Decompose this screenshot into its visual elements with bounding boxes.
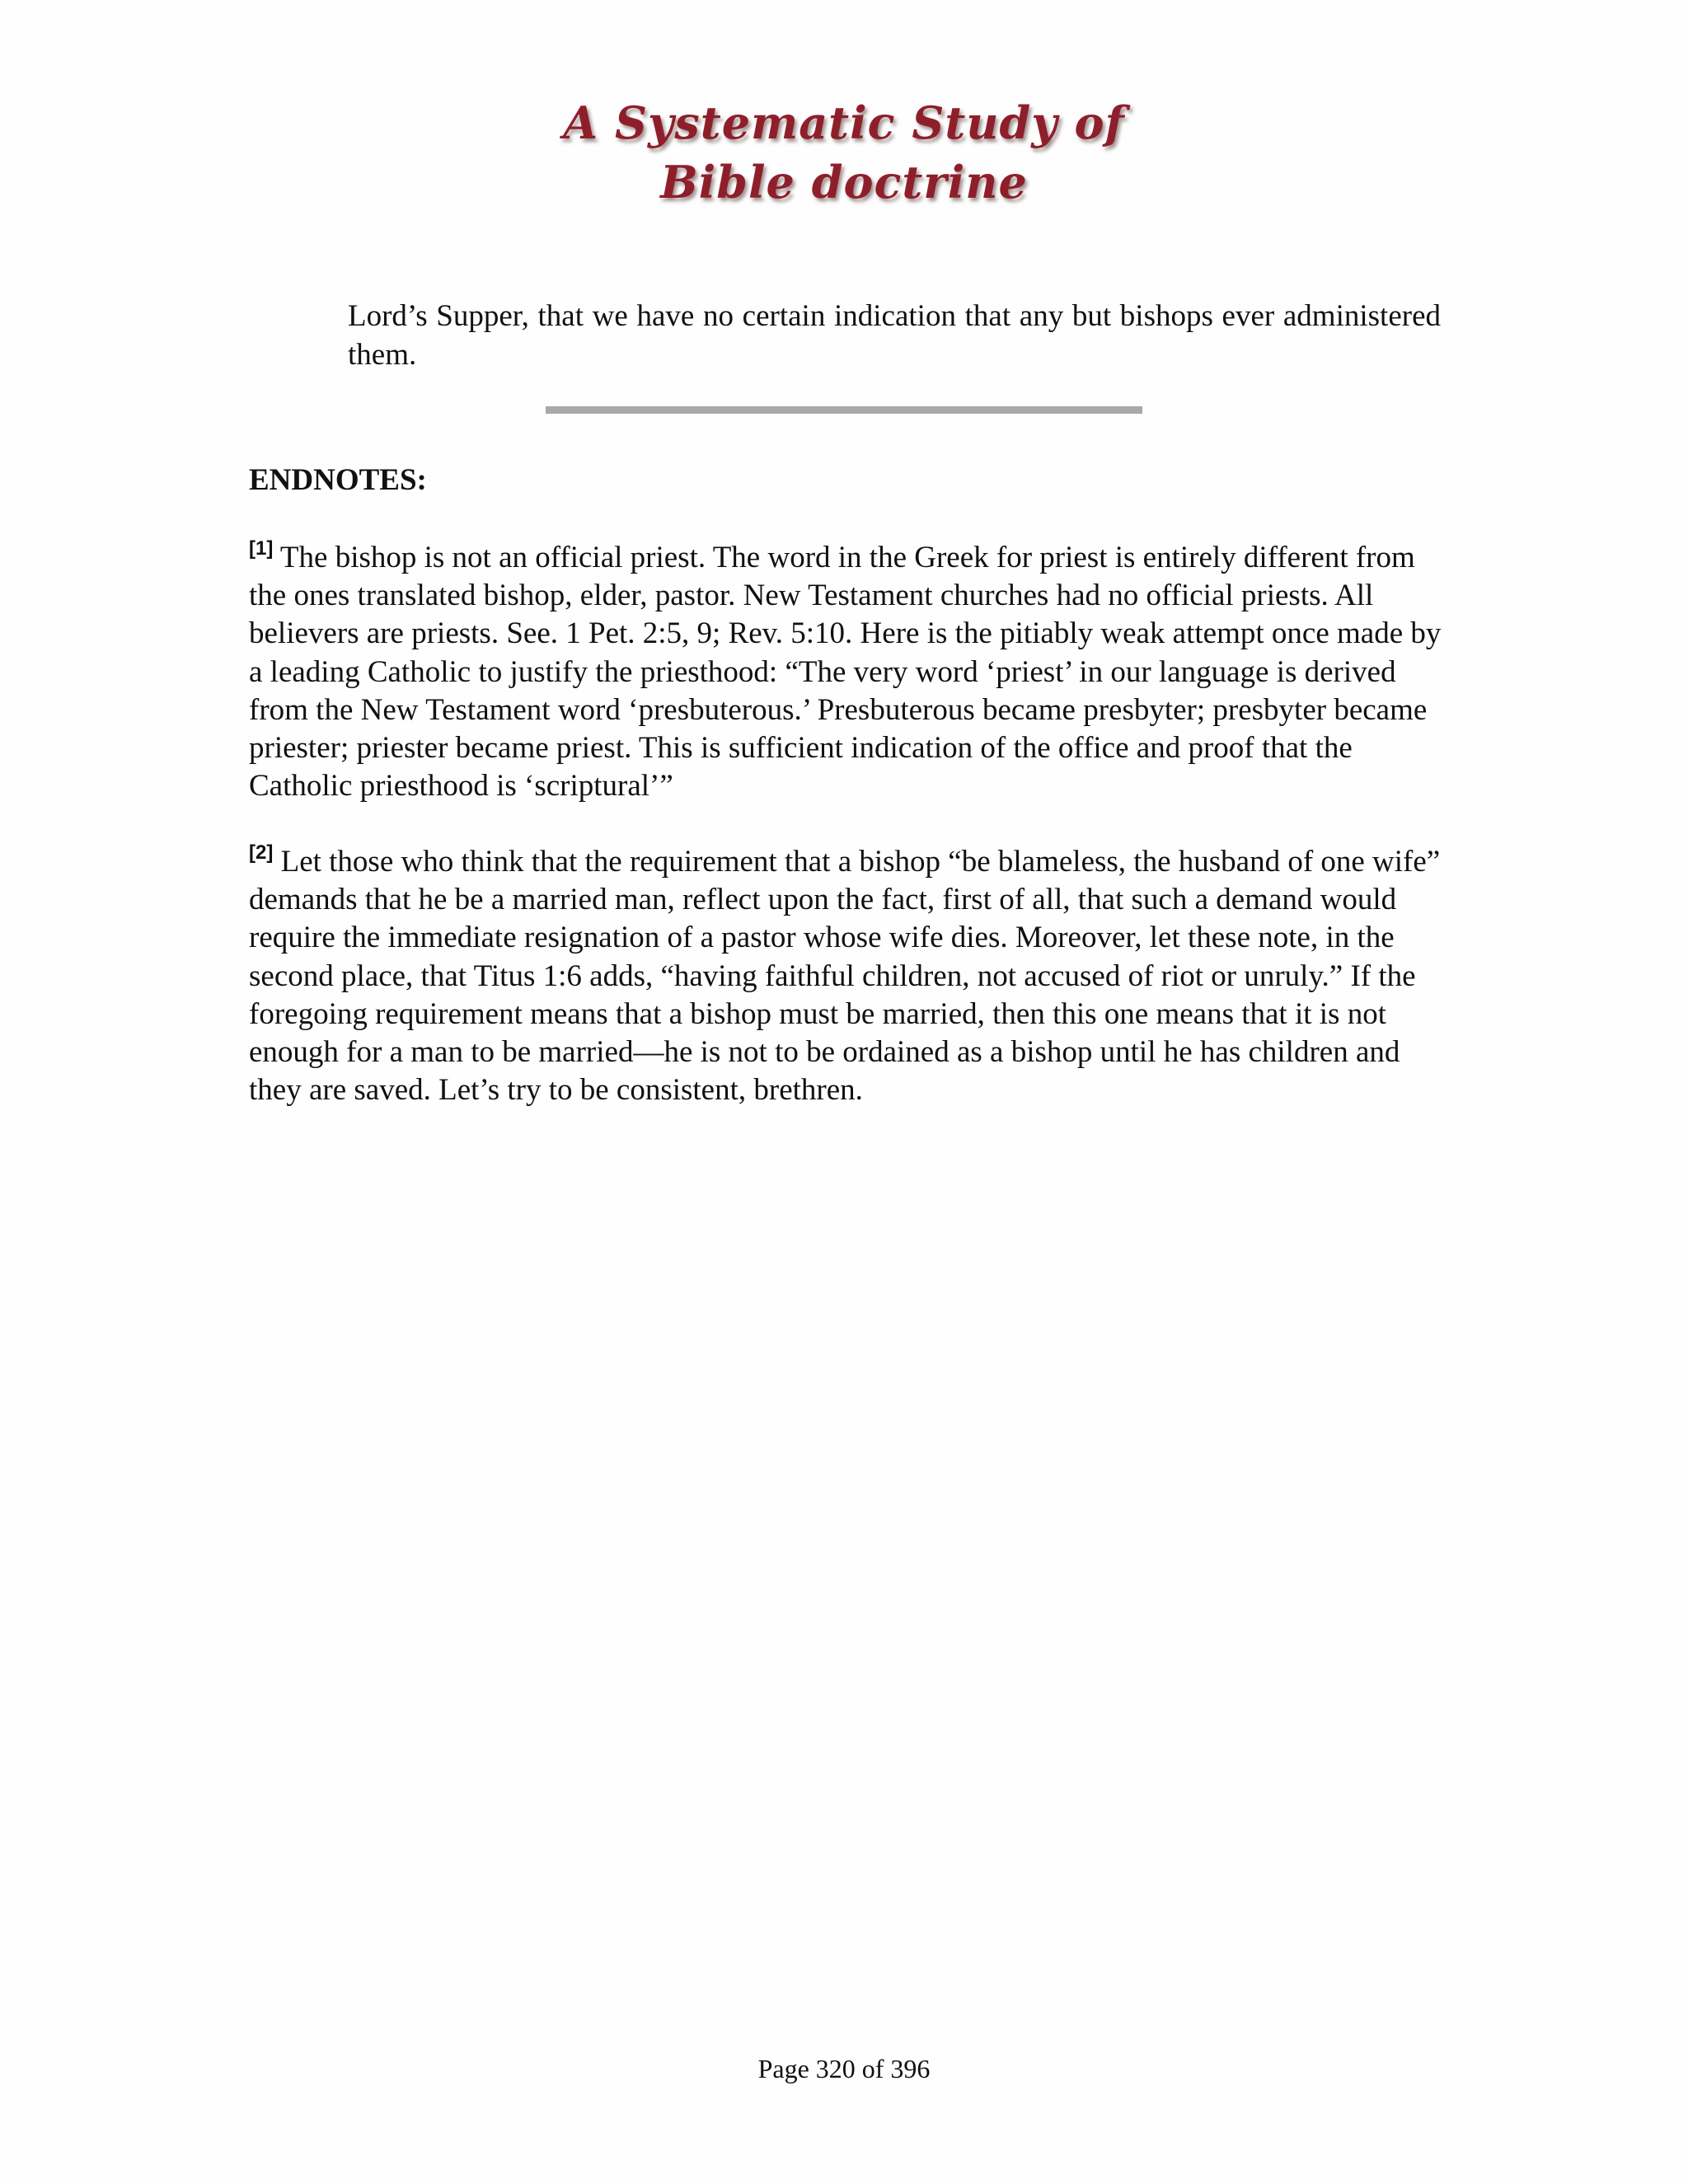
continuation-paragraph: Lord’s Supper, that we have no certain indication that any but bishops ever administered them. [348, 299, 1441, 372]
endnote-text: The bishop is not an official priest. The word in the Greek for priest is entirely different from the ones translated bishop, elder, pastor. New Testament churches had no official priests. All believers are priests. See. 1 Pet. 2:5, 9; Rev. 5:10. Here is the pitiably weak attempt once made by a leading Catholic to justify the priesthood: “The very word ‘priest’ in our language is derived from the New Testament word ‘presbuterous.’ Presbuterous became presbyter; presbyter became priester; priester became priest. This is sufficient indication of the office and proof that the Catholic priesthood is ‘scriptural’” [249, 541, 1442, 804]
masthead-title-line2: Bible doctrine [660, 156, 1028, 209]
masthead-title-line1: A Systematic Study of [563, 96, 1125, 149]
masthead-logo [0, 92, 1688, 211]
endnote-2 [249, 843, 1442, 1109]
endnote-1 [249, 539, 1442, 805]
endnote-marker[interactable]: [1] [249, 537, 274, 560]
endnote-marker[interactable]: [2] [249, 841, 274, 864]
page-number: Page 320 of 396 [757, 2054, 931, 2083]
endnotes-heading: ENDNOTES: [249, 463, 427, 497]
endnote-text: Let those who think that the requirement that a bishop “be blameless, the husband of one wife” demands that he be a married man, reflect upon the fact, first of all, that such a demand would require the immediate resignation of a pastor whose wife dies. Moreover, let these note, in the second place, that Titus 1:6 adds, “having faithful children, not accused of riot or unruly.” If the foregoing requirement means that a bishop must be married, then this one means that it is not enough for a man to be married—he is not to be ordained as a bishop until he has children and they are saved. Let’s try to be consistent, brethren. [249, 845, 1441, 1108]
section-divider [546, 406, 1142, 414]
